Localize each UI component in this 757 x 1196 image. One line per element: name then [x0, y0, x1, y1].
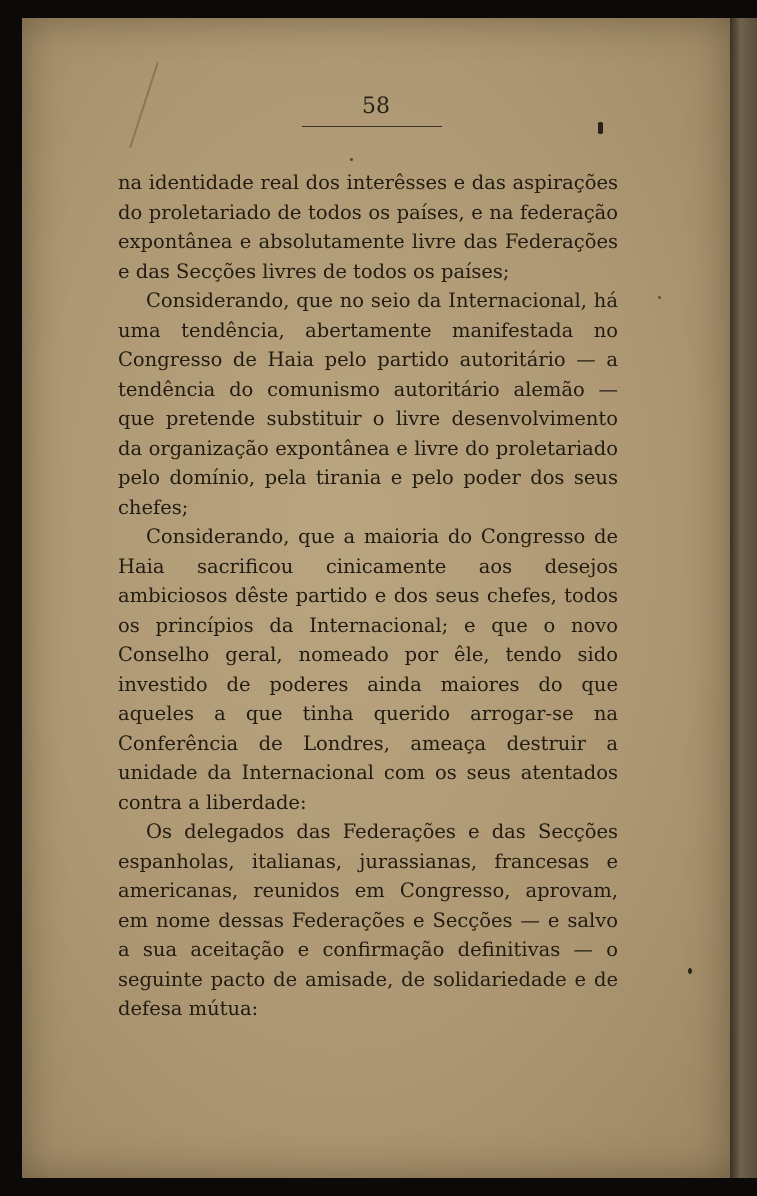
- paragraph: Considerando, que no seio da Internacional, há uma tendência, abertamente manifestada no Congresso de Haia pelo partido autoritário — a tendência do comunismo autoritário alemão — que pretende substituir o livre desenvolvimento da organização expontânea e livre do proletariado pelo domínio, pela tirania e pelo poder dos seus chefes;: [118, 289, 618, 519]
- ink-spot: [350, 158, 353, 161]
- header-rule: [302, 126, 442, 127]
- paragraph: na identidade real dos interêsses e das aspirações do proletariado de todos os países, e na federação expontânea e absolutamente livre das Federações e das Secções livres de todos os países;: [118, 171, 618, 283]
- ink-spot: [598, 122, 603, 134]
- page-edge: [730, 18, 757, 1178]
- body-text: [118, 168, 618, 1024]
- paragraph: Considerando, que a maioria do Congresso de Haia sacrificou cinicamente aos desejos ambiciosos dêste partido e dos seus chefes, todos os princípios da Internacional; e que o novo Conselho geral, nomeado por êle, tendo sido investido de poderes ainda maiores do que aqueles a que tinha querido arrogar-se na Conferência de Londres, ameaça destruir a unidade da Internacional com os seus atentados contra a liberdade:: [118, 525, 618, 814]
- page-number: 58: [362, 94, 390, 119]
- ink-spot: [658, 296, 661, 299]
- ink-spot: [688, 968, 692, 974]
- paragraph: Os delegados das Federações e das Secções espanholas, italianas, jurassianas, francesas e americanas, reunidos em Congresso, aprovam, em nome dessas Federações e Secções — e salvo a sua aceitação e confirmação definitivas — o seguinte pacto de amisade, de solidariedade e de defesa mútua:: [118, 820, 618, 1020]
